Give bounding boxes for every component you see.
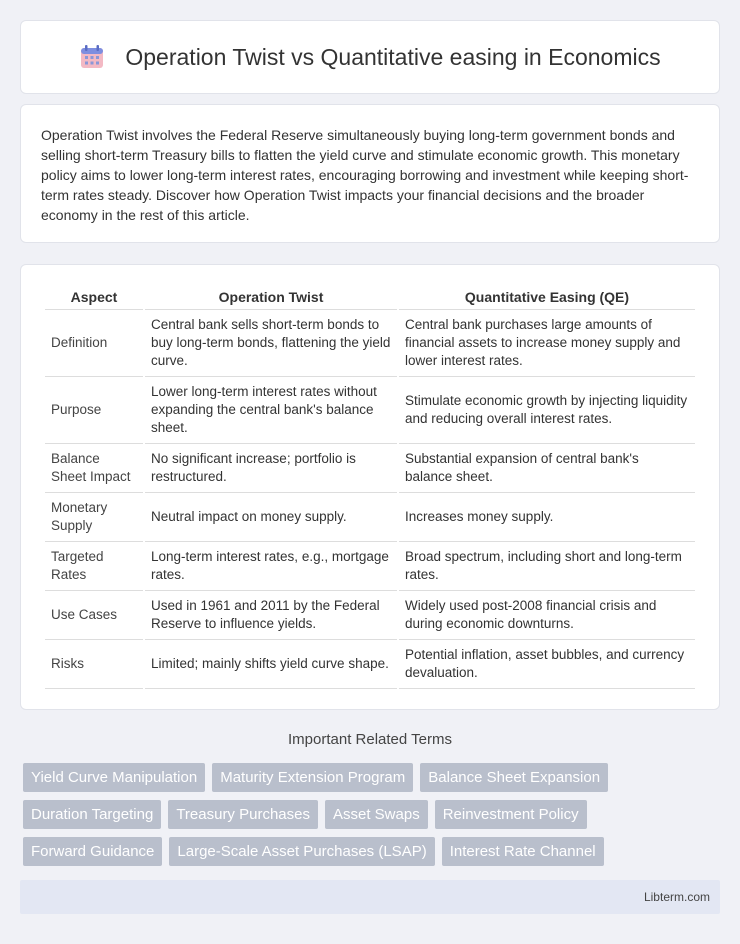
table-cell: Long-term interest rates, e.g., mortgage rates. [145,542,397,591]
related-term-tag[interactable]: Maturity Extension Program [212,763,413,792]
intro-text: Operation Twist involves the Federal Reserve simultaneously buying long-term government bonds and selling short-term Treasury bills to flatten the yield curve and stimulate economic growth. This monetary policy aims to lower long-term interest rates, encouraging borrowing and investment while keeping short-term rates steady. Discover how Operation Twist impacts your financial decisions and the broader economy in the rest of this article. [41,127,689,223]
table-header-row [45,285,695,310]
related-term-tag[interactable]: Interest Rate Channel [442,837,604,866]
table-cell: Potential inflation, asset bubbles, and currency devaluation. [399,640,695,689]
table-cell: Targeted Rates [45,542,143,591]
table-cell: No significant increase; portfolio is restructured. [145,444,397,493]
related-term-tag[interactable]: Duration Targeting [23,800,161,829]
page-title: Operation Twist vs Quantitative easing in Economics [125,43,661,70]
table-cell: Limited; mainly shifts yield curve shape. [145,640,397,689]
related-terms [23,763,723,874]
table-cell: Broad spectrum, including short and long-term rates. [399,542,695,591]
table-cell: Monetary Supply [45,493,143,542]
related-term-tag[interactable]: Asset Swaps [325,800,428,829]
table-cell: Use Cases [45,591,143,640]
related-term-tag[interactable]: Forward Guidance [23,837,162,866]
footer-site-link[interactable]: Libterm.com [643,890,710,904]
table-cell: Stimulate economic growth by injecting liquidity and reducing overall interest rates. [399,377,695,444]
table-cell: Purpose [45,377,143,444]
related-term-tag[interactable]: Yield Curve Manipulation [23,763,205,792]
table-cell: Lower long-term interest rates without expanding the central bank's balance sheet. [145,377,397,444]
related-terms-title: Important Related Terms [288,731,452,748]
comparison-card [20,264,720,710]
table-cell: Substantial expansion of central bank's balance sheet. [399,444,695,493]
table-cell: Neutral impact on money supply. [145,493,397,542]
intro-card [20,104,720,243]
table-row [45,542,695,591]
table-cell: Used in 1961 and 2011 by the Federal Reserve to influence yields. [145,591,397,640]
related-term-tag[interactable]: Reinvestment Policy [435,800,587,829]
related-term-tag[interactable]: Balance Sheet Expansion [420,763,608,792]
table-cell: Central bank purchases large amounts of financial assets to increase money supply and lower interest rates. [399,310,695,377]
tag-row [23,800,723,829]
header-card [20,20,720,94]
comparison-table [43,285,697,689]
table-cell: Definition [45,310,143,377]
related-term-tag[interactable]: Large-Scale Asset Purchases (LSAP) [169,837,434,866]
table-cell: Central bank sells short-term bonds to buy long-term bonds, flattening the yield curve. [145,310,397,377]
table-cell: Balance Sheet Impact [45,444,143,493]
table-row [45,591,695,640]
table-cell: Risks [45,640,143,689]
table-row [45,377,695,444]
column-header: Quantitative Easing (QE) [399,285,695,310]
table-row [45,493,695,542]
table-row [45,444,695,493]
related-term-tag[interactable]: Treasury Purchases [168,800,318,829]
table-cell: Increases money supply. [399,493,695,542]
tag-row [23,837,723,866]
column-header: Operation Twist [145,285,397,310]
table-row [45,640,695,689]
footer [20,880,720,914]
table-row [45,310,695,377]
calendar-icon [79,44,105,70]
column-header: Aspect [45,285,143,310]
tag-row [23,763,723,792]
table-cell: Widely used post-2008 financial crisis and during economic downturns. [399,591,695,640]
